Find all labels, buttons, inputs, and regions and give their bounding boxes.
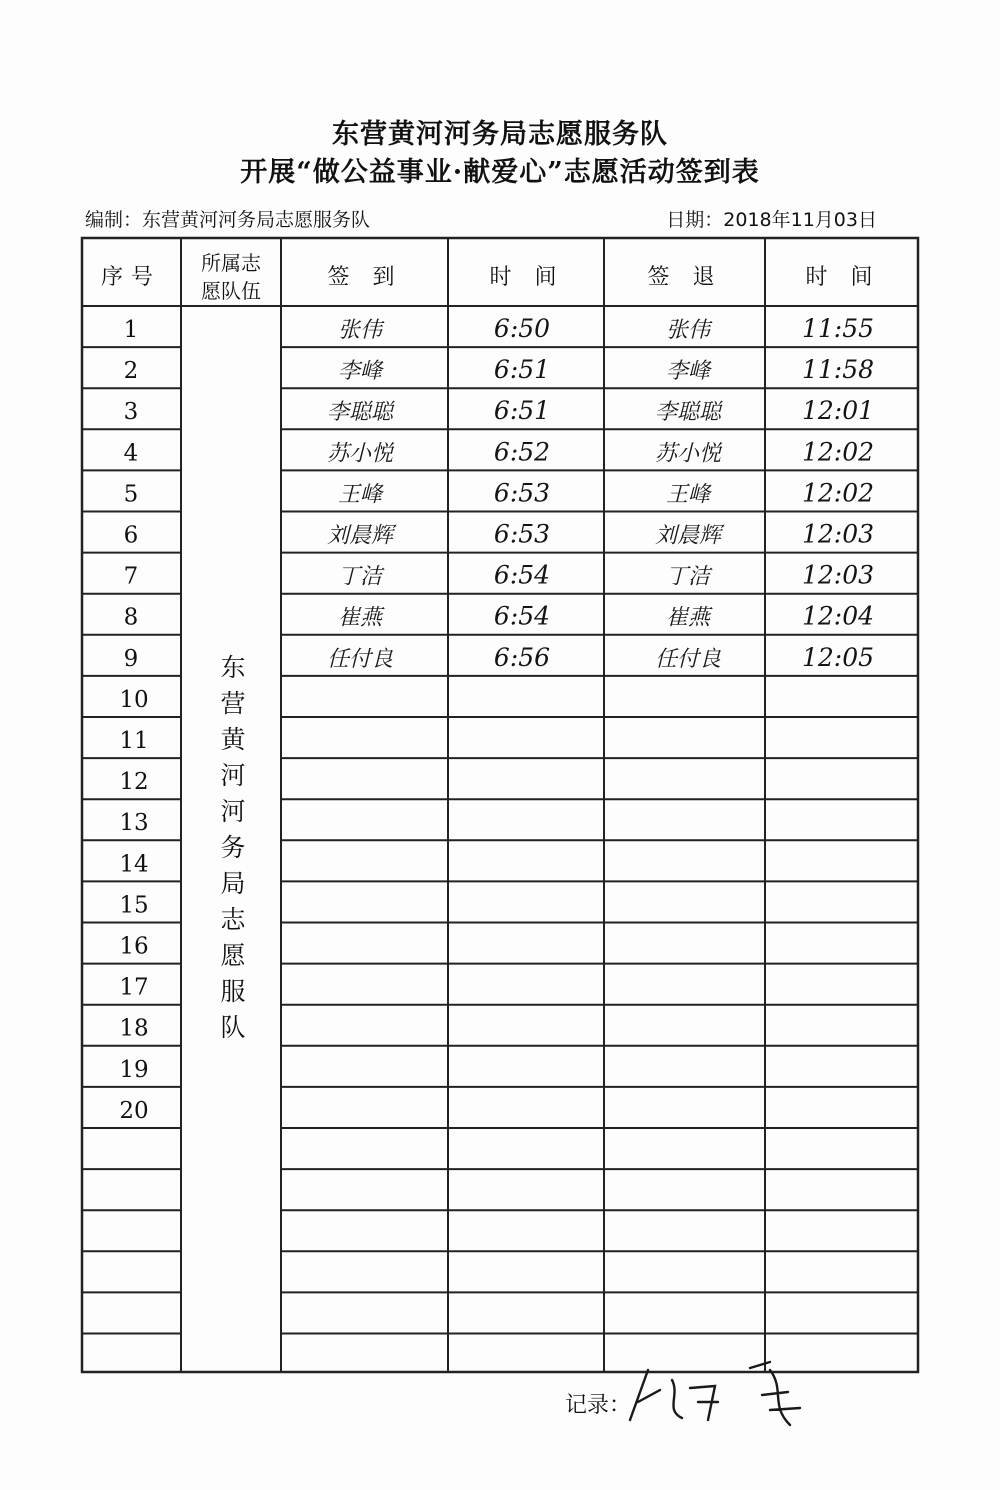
sign-out-signature: 张伟 bbox=[665, 318, 711, 343]
row-number: 4 bbox=[123, 440, 139, 467]
header-team-line1: 所属志 bbox=[201, 251, 261, 275]
sign-in-signature: 李聪聪 bbox=[326, 400, 394, 426]
sign-in-time: 6:52 bbox=[493, 437, 551, 467]
sign-out-signature: 崔燕 bbox=[665, 605, 711, 631]
sign-in-signature: 王峰 bbox=[337, 482, 383, 508]
sign-in-time: 6:53 bbox=[493, 519, 551, 549]
sign-out-signature: 丁洁 bbox=[665, 564, 711, 590]
row-number: 5 bbox=[123, 481, 139, 508]
team-name-char: 河 bbox=[220, 761, 246, 790]
row-number: 18 bbox=[119, 1015, 149, 1042]
sign-out-signature: 李峰 bbox=[665, 359, 711, 385]
title-line-1: 东营黄河河务局志愿服务队 bbox=[332, 119, 668, 150]
row-number: 8 bbox=[123, 604, 139, 631]
team-name-char: 愿 bbox=[220, 941, 246, 970]
sign-in-time: 6:54 bbox=[493, 601, 551, 631]
recorder-label: 记录： bbox=[565, 1393, 632, 1418]
team-name-char: 东 bbox=[220, 653, 246, 682]
sign-in-time: 6:56 bbox=[493, 642, 551, 672]
row-number: 16 bbox=[119, 933, 149, 960]
team-name-char: 志 bbox=[220, 905, 246, 934]
row-number: 11 bbox=[119, 728, 149, 754]
sign-in-signature: 崔燕 bbox=[337, 605, 383, 631]
team-name-char: 服 bbox=[220, 977, 246, 1006]
sign-out-signature: 李聪聪 bbox=[654, 400, 722, 426]
sign-in-time: 6:53 bbox=[493, 478, 551, 508]
sign-out-time: 12:02 bbox=[801, 478, 875, 508]
sign-out-time: 11:55 bbox=[801, 314, 875, 343]
sign-in-signature: 丁洁 bbox=[337, 564, 383, 590]
compiler-label: 编制：东营黄河河务局志愿服务队 bbox=[85, 209, 371, 231]
recorder-signature bbox=[620, 1350, 820, 1440]
sign-out-time: 12:02 bbox=[801, 437, 875, 467]
header-team-line2: 愿队伍 bbox=[201, 279, 261, 303]
row-number: 12 bbox=[119, 769, 149, 796]
row-number: 19 bbox=[119, 1056, 149, 1083]
team-name-vertical bbox=[220, 653, 246, 1042]
row-number: 7 bbox=[123, 563, 139, 590]
sign-out-time: 12:01 bbox=[801, 396, 875, 426]
team-name-char: 务 bbox=[220, 833, 246, 862]
team-name-char: 局 bbox=[220, 869, 246, 898]
sign-out-time: 11:58 bbox=[801, 355, 875, 385]
header-time-in: 时 间 bbox=[489, 265, 565, 290]
header-sign-in: 签 到 bbox=[327, 265, 403, 290]
row-number: 15 bbox=[119, 892, 149, 919]
team-name-char: 河 bbox=[220, 797, 246, 826]
sign-in-signature: 刘晨辉 bbox=[326, 523, 394, 549]
row-number: 10 bbox=[119, 686, 149, 713]
row-number: 13 bbox=[119, 810, 149, 837]
date-label: 日期：2018年11月03日 bbox=[666, 209, 877, 231]
sign-in-time: 6:51 bbox=[493, 396, 551, 426]
team-name-char: 黄 bbox=[220, 725, 246, 754]
team-name-char: 队 bbox=[220, 1013, 246, 1042]
sign-out-time: 12:05 bbox=[801, 642, 875, 672]
sign-in-signature: 李峰 bbox=[337, 359, 383, 385]
sign-in-time: 6:51 bbox=[493, 355, 551, 385]
sign-in-signature: 任付良 bbox=[326, 646, 394, 672]
header-seq: 序号 bbox=[100, 265, 162, 290]
row-number-column bbox=[119, 317, 148, 1124]
row-number: 6 bbox=[123, 522, 139, 549]
sign-in-signature: 张伟 bbox=[337, 318, 383, 343]
team-name-char: 营 bbox=[220, 689, 246, 718]
sign-out-signature: 苏小悦 bbox=[654, 441, 722, 467]
title-line-2: 开展“做公益事业·献爱心”志愿活动签到表 bbox=[240, 157, 760, 188]
sign-in-time: 6:50 bbox=[493, 314, 551, 343]
sign-in-signature: 苏小悦 bbox=[326, 441, 394, 467]
handwritten-entries bbox=[327, 314, 874, 672]
sign-out-signature: 刘晨辉 bbox=[654, 523, 722, 549]
row-number: 20 bbox=[119, 1097, 149, 1124]
row-number: 17 bbox=[119, 974, 149, 1001]
sign-out-time: 12:03 bbox=[801, 519, 875, 549]
sign-out-signature: 王峰 bbox=[665, 482, 711, 508]
row-number: 9 bbox=[123, 645, 139, 672]
sign-in-time: 6:54 bbox=[493, 560, 551, 590]
row-number: 14 bbox=[119, 851, 149, 878]
row-number: 2 bbox=[123, 358, 139, 385]
row-number: 3 bbox=[123, 399, 139, 426]
table-header bbox=[101, 251, 881, 303]
sign-out-time: 12:04 bbox=[801, 601, 875, 631]
sign-out-signature: 任付良 bbox=[654, 646, 722, 672]
header-sign-out: 签 退 bbox=[647, 265, 723, 290]
sign-out-time: 12:03 bbox=[801, 560, 875, 590]
header-time-out: 时 间 bbox=[805, 265, 881, 290]
row-number: 1 bbox=[123, 317, 139, 343]
